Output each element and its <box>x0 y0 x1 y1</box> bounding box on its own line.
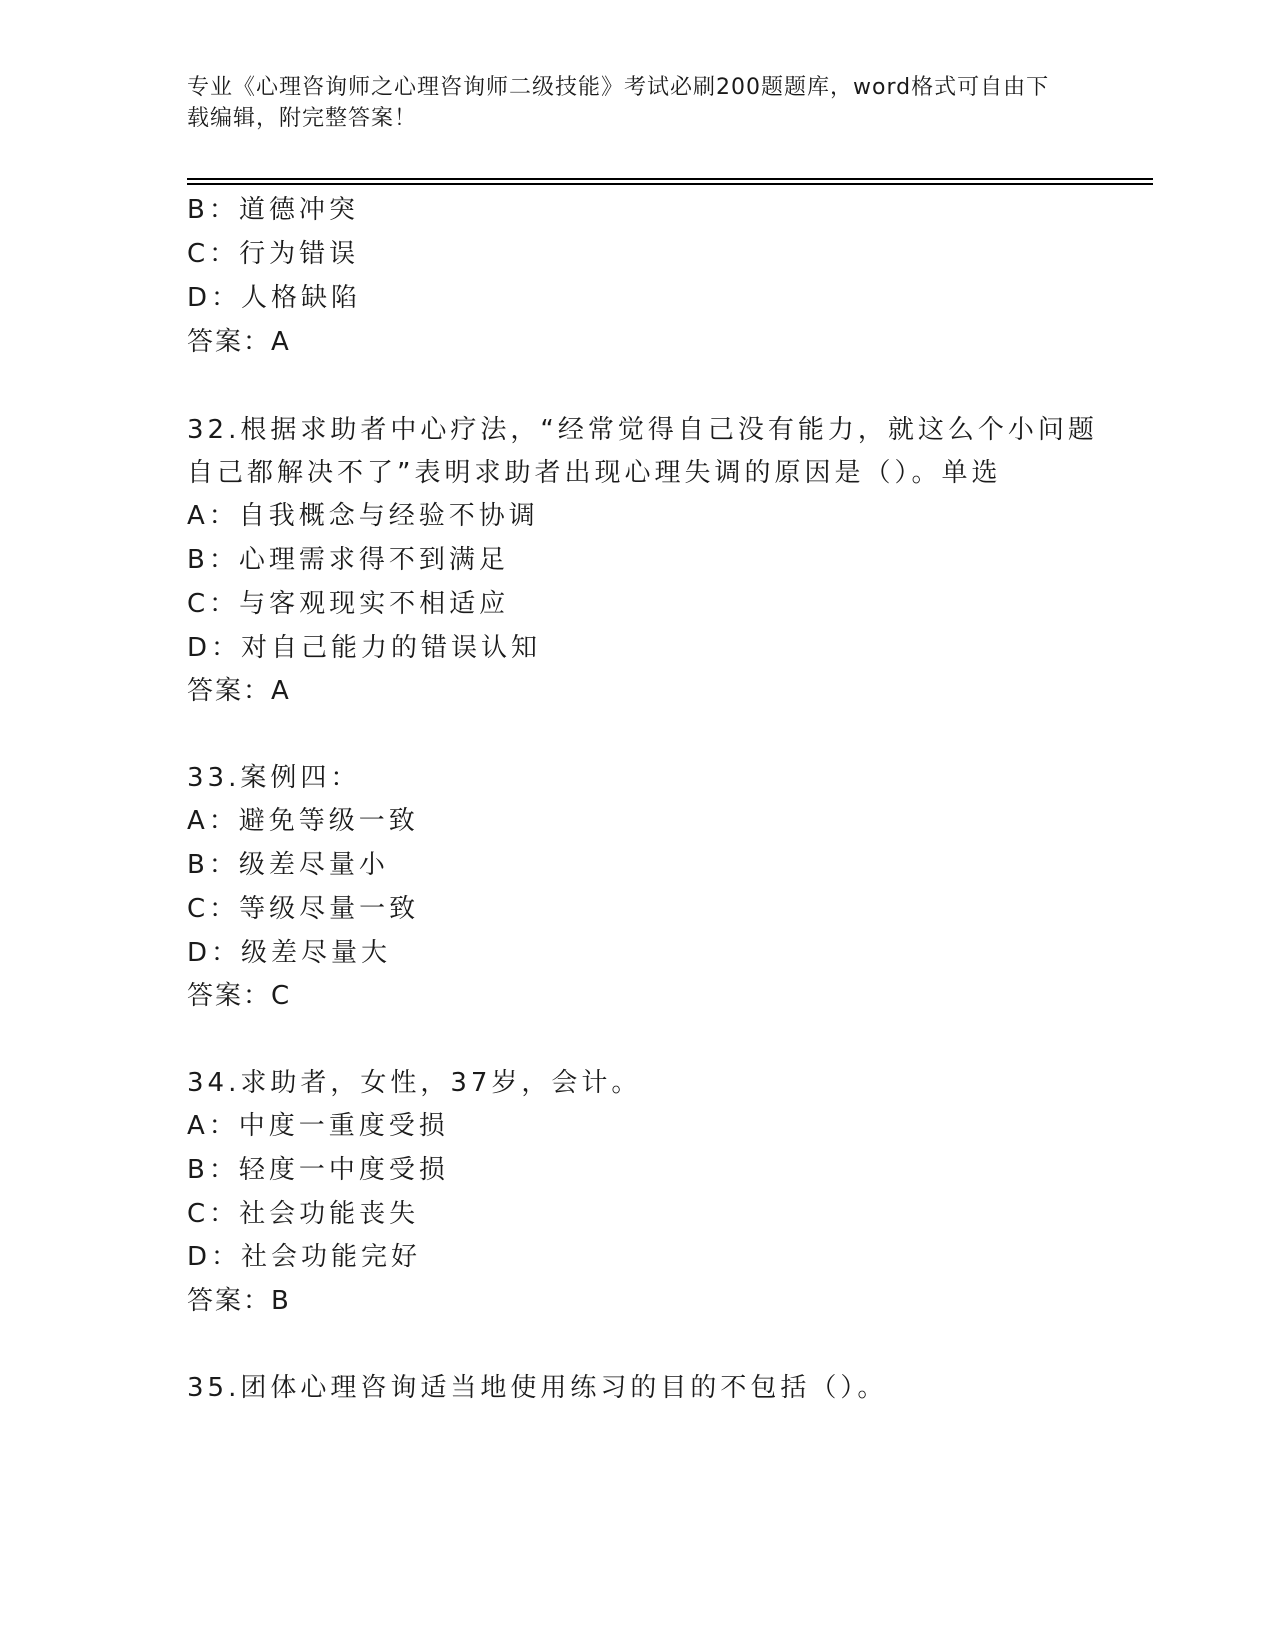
q32-stem-line2: 自己都解决不了”表明求助者出现心理失调的原因是（）。单选 <box>187 458 1002 488</box>
q34-option-b: B：轻度一中度受损 <box>187 1155 449 1185</box>
q31-option-d: D：人格缺陷 <box>187 283 362 313</box>
q31-option-c: C：行为错误 <box>187 239 360 269</box>
q31-answer: 答案：A <box>187 327 291 357</box>
q32-stem-line1: 32.根据求助者中心疗法，“经常觉得自己没有能力，就这么个小问题 <box>187 415 1098 445</box>
q31-option-b: B：道德冲突 <box>187 195 359 225</box>
document-header: 专业《心理咨询师之心理咨询师二级技能》考试必刷200题题库，word格式可自由下载编辑，附完整答案！ <box>187 75 1050 131</box>
q32-answer: 答案：A <box>187 676 291 706</box>
q34-answer: 答案：B <box>187 1286 291 1316</box>
q32-option-a: A：自我概念与经验不协调 <box>187 501 539 531</box>
q32-option-d: D：对自己能力的错误认知 <box>187 633 542 663</box>
q35-stem: 35.团体心理咨询适当地使用练习的目的不包括（）。 <box>187 1373 888 1403</box>
q33-answer: 答案：C <box>187 981 292 1011</box>
q33-option-b: B：级差尽量小 <box>187 850 389 880</box>
q33-option-a: A：避免等级一致 <box>187 806 419 836</box>
q34-option-d: D：社会功能完好 <box>187 1242 422 1272</box>
q33-option-d: D：级差尽量大 <box>187 938 392 968</box>
q34-option-a: A：中度一重度受损 <box>187 1111 449 1141</box>
q32-option-b: B：心理需求得不到满足 <box>187 545 509 575</box>
q33-stem: 33.案例四： <box>187 763 361 793</box>
q34-stem: 34.求助者，女性，37岁，会计。 <box>187 1068 642 1098</box>
header-rule-bottom <box>187 183 1153 185</box>
q32-option-c: C：与客观现实不相适应 <box>187 589 510 619</box>
q33-option-c: C：等级尽量一致 <box>187 894 420 924</box>
header-rule-top <box>187 178 1153 180</box>
q34-option-c: C：社会功能丧失 <box>187 1199 420 1229</box>
